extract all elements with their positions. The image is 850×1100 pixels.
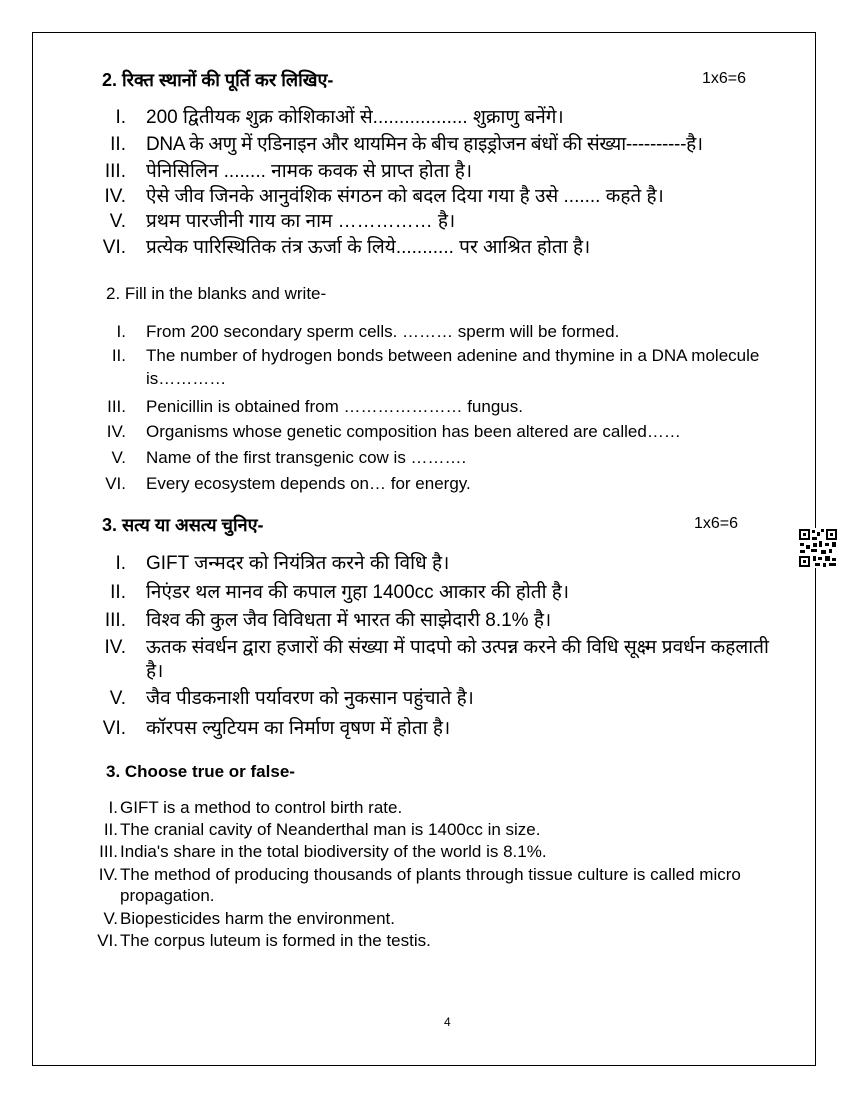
item-number: I. (115, 553, 126, 574)
item-text: Biopesticides harm the environment. (120, 909, 395, 928)
item-number: III. (99, 842, 118, 861)
item-number: II. (103, 820, 118, 839)
s3-english-item-2 (88, 819, 541, 841)
item-text: प्रथम पारजीनी गाय का नाम …………… है। (146, 211, 456, 232)
item-number: I. (116, 322, 126, 341)
item-number: V. (111, 448, 126, 467)
item-number: III. (104, 610, 126, 631)
item-text: GIFT जन्मदर को नियंत्रित करने की विधि है। (146, 553, 450, 574)
page-number: 4 (444, 1015, 451, 1029)
item-number: III. (104, 161, 126, 182)
item-text: GIFT is a method to control birth rate. (120, 798, 403, 817)
s3-english-item-6 (88, 930, 431, 952)
item-number: IV. (104, 637, 126, 658)
item-text: कॉरपस ल्युटियम का निर्माण वृषण में होता है। (146, 718, 451, 739)
section3-english-heading: 3. Choose true or false- (106, 762, 295, 781)
s3-english-item-4 (88, 864, 741, 905)
item-text: The corpus luteum is formed in the testis. (120, 931, 431, 950)
item-text: प्रत्येक पारिस्थितिक तंत्र ऊर्जा के लिये........... पर आश्रित होता है। (146, 237, 591, 258)
item-number: V. (109, 211, 126, 232)
section3-hindi-heading: 3. सत्य या असत्य चुनिए- (102, 515, 264, 535)
item-text: पेनिसिलिन ........ नामक कवक से प्राप्त होता है। (146, 161, 473, 182)
section3-marks: 1x6=6 (694, 515, 739, 532)
item-number: II. (110, 582, 126, 603)
item-text: The cranial cavity of Neanderthal man is 1400cc in size. (120, 820, 541, 839)
item-text: Name of the first transgenic cow is ………. (146, 448, 467, 467)
item-text: DNA के अणु में एडिनाइन और थायमिन के बीच हाइड्रोजन बंधों की संख्या----------है। (146, 134, 703, 155)
item-number: I. (115, 107, 126, 128)
item-number: I. (108, 798, 118, 817)
item-number: II. (111, 346, 126, 365)
item-number: V. (109, 688, 126, 709)
item-number: V. (103, 909, 118, 928)
item-text: जैव पीडकनाशी पर्यावरण को नुकसान पहुंचाते है। (146, 688, 474, 709)
item-text: निएंडर थल मानव की कपाल गुहा 1400cc आकार की होती है। (146, 582, 570, 603)
section2-marks: 1x6=6 (702, 70, 747, 87)
item-number: VI. (102, 718, 126, 739)
s3-english-item-1 (88, 797, 403, 819)
item-text: The number of hydrogen bonds between adenine and thymine in a DNA molecule is………… (146, 346, 760, 388)
item-text: ऐसे जीव जिनके आनुवंशिक संगठन को बदल दिया गया है उसे ....... कहते है। (146, 186, 664, 207)
item-text: ऊतक संवर्धन द्वारा हजारों की संख्या में पादपो को उत्पन्न करने की विधि सूक्ष्म प्रवर्धन कहलाती है। (146, 637, 769, 682)
item-text: India's share in the total biodiversity of the world is 8.1%. (120, 842, 547, 861)
item-number: VI. (105, 474, 126, 493)
item-text: Organisms whose genetic composition has been altered are called…… (146, 422, 681, 441)
s3-english-item-5 (88, 908, 395, 930)
section2-hindi-heading: 2. रिक्त स्थानों की पूर्ति कर लिखिए- (102, 70, 334, 90)
item-number: II. (110, 134, 126, 155)
item-text: The method of producing thousands of plants through tissue culture is called micro propagation. (120, 865, 741, 905)
item-number: IV. (106, 422, 126, 441)
item-text: Every ecosystem depends on… for energy. (146, 474, 471, 493)
item-number: IV. (104, 186, 126, 207)
s3-english-item-3 (88, 841, 547, 863)
item-number: VI. (102, 237, 126, 258)
item-text: Penicillin is obtained from ………………… fungus. (146, 397, 523, 416)
item-number: III. (107, 397, 126, 416)
section2-english-heading: 2. Fill in the blanks and write- (106, 284, 327, 303)
item-number: IV. (98, 865, 118, 884)
item-text: 200 द्वितीयक शुक्र कोशिकाओं से.................. शुक्राणु बनेंगे। (146, 107, 564, 128)
item-text: विश्व की कुल जैव विविधता में भारत की साझेदारी 8.1% है। (146, 610, 552, 631)
qr-code-icon (798, 528, 838, 568)
item-text: From 200 secondary sperm cells. ……… sperm will be formed. (146, 322, 620, 341)
item-number: VI. (97, 931, 118, 950)
